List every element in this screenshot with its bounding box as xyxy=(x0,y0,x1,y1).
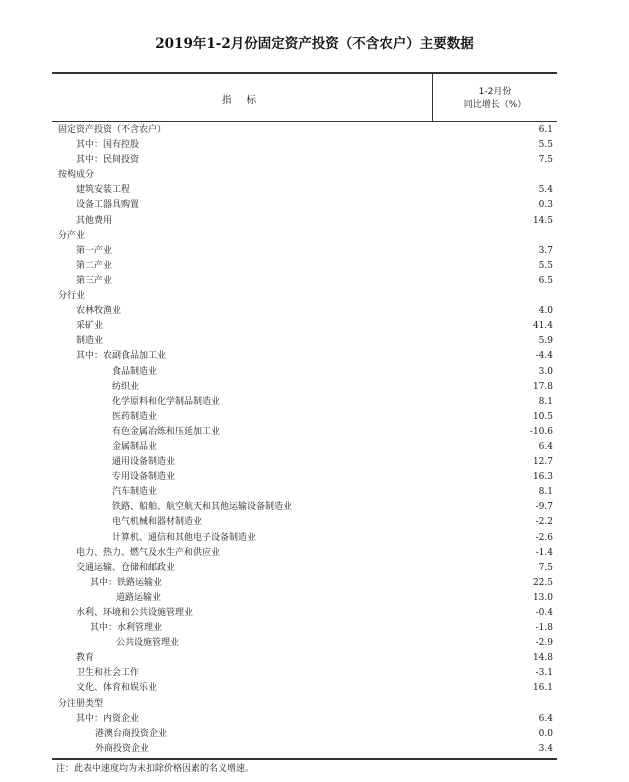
row-value: 6.4 xyxy=(538,441,553,452)
row-label: 其中：水利管理业 xyxy=(90,623,163,634)
row-label: 制造业 xyxy=(76,336,104,347)
row-label: 设备工器具购置 xyxy=(76,200,140,211)
row-label: 其中：国有控股 xyxy=(76,140,140,151)
row-label: 有色金属冶炼和压延加工业 xyxy=(112,426,221,437)
table-row xyxy=(0,349,629,364)
table-row xyxy=(0,304,629,319)
table-row xyxy=(0,455,629,470)
table-row xyxy=(0,500,629,515)
row-value: 6.1 xyxy=(538,125,553,135)
table-row xyxy=(0,742,629,757)
row-label: 化学原料和化学制品制造业 xyxy=(112,396,221,407)
table-top-rule xyxy=(52,72,557,74)
row-label: 电气机械和器材制造业 xyxy=(112,517,203,528)
table-row xyxy=(0,244,629,259)
row-label: 分产业 xyxy=(58,230,86,241)
row-value: 14.5 xyxy=(532,215,553,226)
row-label: 教育 xyxy=(76,653,95,664)
row-value: -4.4 xyxy=(535,351,553,362)
row-value: -10.6 xyxy=(529,426,553,437)
row-value: 5.5 xyxy=(538,260,553,271)
row-label: 建筑安装工程 xyxy=(76,185,131,196)
table-row xyxy=(0,697,629,712)
row-value: 7.5 xyxy=(538,562,553,573)
table-row xyxy=(0,681,629,696)
column-header-unit: 同比增长（%） xyxy=(463,100,527,110)
row-label: 其中：农副食品加工业 xyxy=(76,351,167,362)
row-label: 金属制品业 xyxy=(112,441,158,452)
page-title: 2019年1-2月份固定资产投资（不含农户）主要数据 xyxy=(155,36,474,52)
column-header-period: 1-2月份 xyxy=(478,87,512,97)
table-row xyxy=(0,440,629,455)
row-label: 分行业 xyxy=(58,291,86,302)
table-row xyxy=(0,621,629,636)
table-row xyxy=(0,576,629,591)
table-row xyxy=(0,334,629,349)
row-label: 医药制造业 xyxy=(112,411,158,422)
row-label: 铁路、船舶、航空航天和其他运输设备制造业 xyxy=(112,502,293,513)
row-value: 12.7 xyxy=(532,457,553,468)
row-label: 其中：民间投资 xyxy=(76,155,140,166)
table-row xyxy=(0,591,629,606)
row-label: 公共设施管理业 xyxy=(116,638,180,649)
row-value: -2.9 xyxy=(535,638,553,649)
row-label: 第二产业 xyxy=(76,260,113,271)
row-label: 其中：内资企业 xyxy=(76,713,140,724)
row-value: 22.5 xyxy=(532,577,553,588)
table-row xyxy=(0,606,629,621)
table-row xyxy=(0,214,629,229)
row-value: 16.1 xyxy=(532,683,553,694)
table-row xyxy=(0,183,629,198)
table-row xyxy=(0,274,629,289)
row-label: 专用设备制造业 xyxy=(112,472,176,483)
row-value: 14.8 xyxy=(532,653,553,664)
row-label: 交通运输、仓储和邮政业 xyxy=(76,562,176,573)
row-value: 8.1 xyxy=(538,396,553,407)
row-value: 6.4 xyxy=(538,713,553,724)
row-value: 10.5 xyxy=(532,411,553,422)
row-label: 电力、热力、燃气及水生产和供应业 xyxy=(76,547,221,558)
table-row xyxy=(0,515,629,530)
table-row xyxy=(0,138,629,153)
row-label: 第一产业 xyxy=(76,245,113,256)
row-value: -0.4 xyxy=(535,608,553,618)
row-value: -2.2 xyxy=(535,517,553,528)
row-value: 5.4 xyxy=(538,185,553,196)
table-row xyxy=(0,425,629,440)
row-value: 8.1 xyxy=(538,487,553,498)
row-value: 41.4 xyxy=(532,321,553,332)
table-row xyxy=(0,561,629,576)
table-row xyxy=(0,531,629,546)
row-label: 其中：铁路运输业 xyxy=(90,577,163,588)
table-row xyxy=(0,289,629,304)
table-row xyxy=(0,470,629,485)
row-value: 7.5 xyxy=(538,155,553,166)
table-row xyxy=(0,666,629,681)
table-row xyxy=(0,651,629,666)
table-row xyxy=(0,259,629,274)
row-value: -3.1 xyxy=(535,668,553,679)
row-value: 3.0 xyxy=(538,366,553,377)
row-label: 文化、体育和娱乐业 xyxy=(76,683,158,694)
row-value: 5.9 xyxy=(538,336,553,347)
row-label: 分注册类型 xyxy=(58,698,104,709)
row-label: 港澳台商投资企业 xyxy=(95,728,168,739)
row-label: 农林牧渔业 xyxy=(76,306,122,317)
table-row xyxy=(0,168,629,183)
row-label: 水利、环境和公共设施管理业 xyxy=(76,608,194,618)
row-label: 纺织业 xyxy=(112,381,140,392)
header-bottom-rule xyxy=(52,121,557,122)
row-value: 13.0 xyxy=(532,592,553,603)
data-table-body xyxy=(0,123,629,757)
row-label: 其他费用 xyxy=(76,215,113,226)
table-row xyxy=(0,123,629,138)
row-value: 16.3 xyxy=(532,472,553,483)
row-label: 外商投资企业 xyxy=(95,743,150,754)
table-row xyxy=(0,410,629,425)
table-row xyxy=(0,229,629,244)
row-value: -9.7 xyxy=(535,502,553,513)
row-value: -1.4 xyxy=(535,547,553,558)
row-value: 17.8 xyxy=(532,381,553,392)
row-label: 采矿业 xyxy=(76,321,104,332)
footnote: 注：此表中速度均为未扣除价格因素的名义增速。 xyxy=(56,764,255,774)
table-row xyxy=(0,727,629,742)
table-row xyxy=(0,636,629,651)
row-value: 6.5 xyxy=(538,275,553,286)
table-row xyxy=(0,153,629,168)
table-row xyxy=(0,546,629,561)
table-row xyxy=(0,485,629,500)
table-row xyxy=(0,395,629,410)
row-value: 0.3 xyxy=(538,200,553,211)
table-row xyxy=(0,198,629,213)
row-value: 3.7 xyxy=(538,245,553,256)
row-value: 4.0 xyxy=(538,306,553,317)
table-row xyxy=(0,380,629,395)
row-label: 计算机、通信和其他电子设备制造业 xyxy=(112,532,257,543)
row-label: 固定资产投资（不含农户） xyxy=(58,125,167,135)
table-row xyxy=(0,319,629,334)
row-label: 汽车制造业 xyxy=(112,487,158,498)
row-label: 卫生和社会工作 xyxy=(76,668,140,679)
row-value: -1.8 xyxy=(535,623,553,634)
column-header-growth xyxy=(433,86,557,112)
row-value: 5.5 xyxy=(538,140,553,151)
table-row xyxy=(0,712,629,727)
table-bottom-rule xyxy=(52,758,557,760)
row-value: 0.0 xyxy=(538,728,553,739)
row-value: 3.4 xyxy=(538,743,553,754)
row-label: 第三产业 xyxy=(76,275,113,286)
column-header-indicator: 指 标 xyxy=(221,95,263,106)
row-label: 按构成分 xyxy=(58,170,95,181)
row-label: 通用设备制造业 xyxy=(112,457,176,468)
table-row xyxy=(0,365,629,380)
row-label: 食品制造业 xyxy=(112,366,158,377)
row-value: -2.6 xyxy=(535,532,553,543)
row-label: 道路运输业 xyxy=(116,592,162,603)
